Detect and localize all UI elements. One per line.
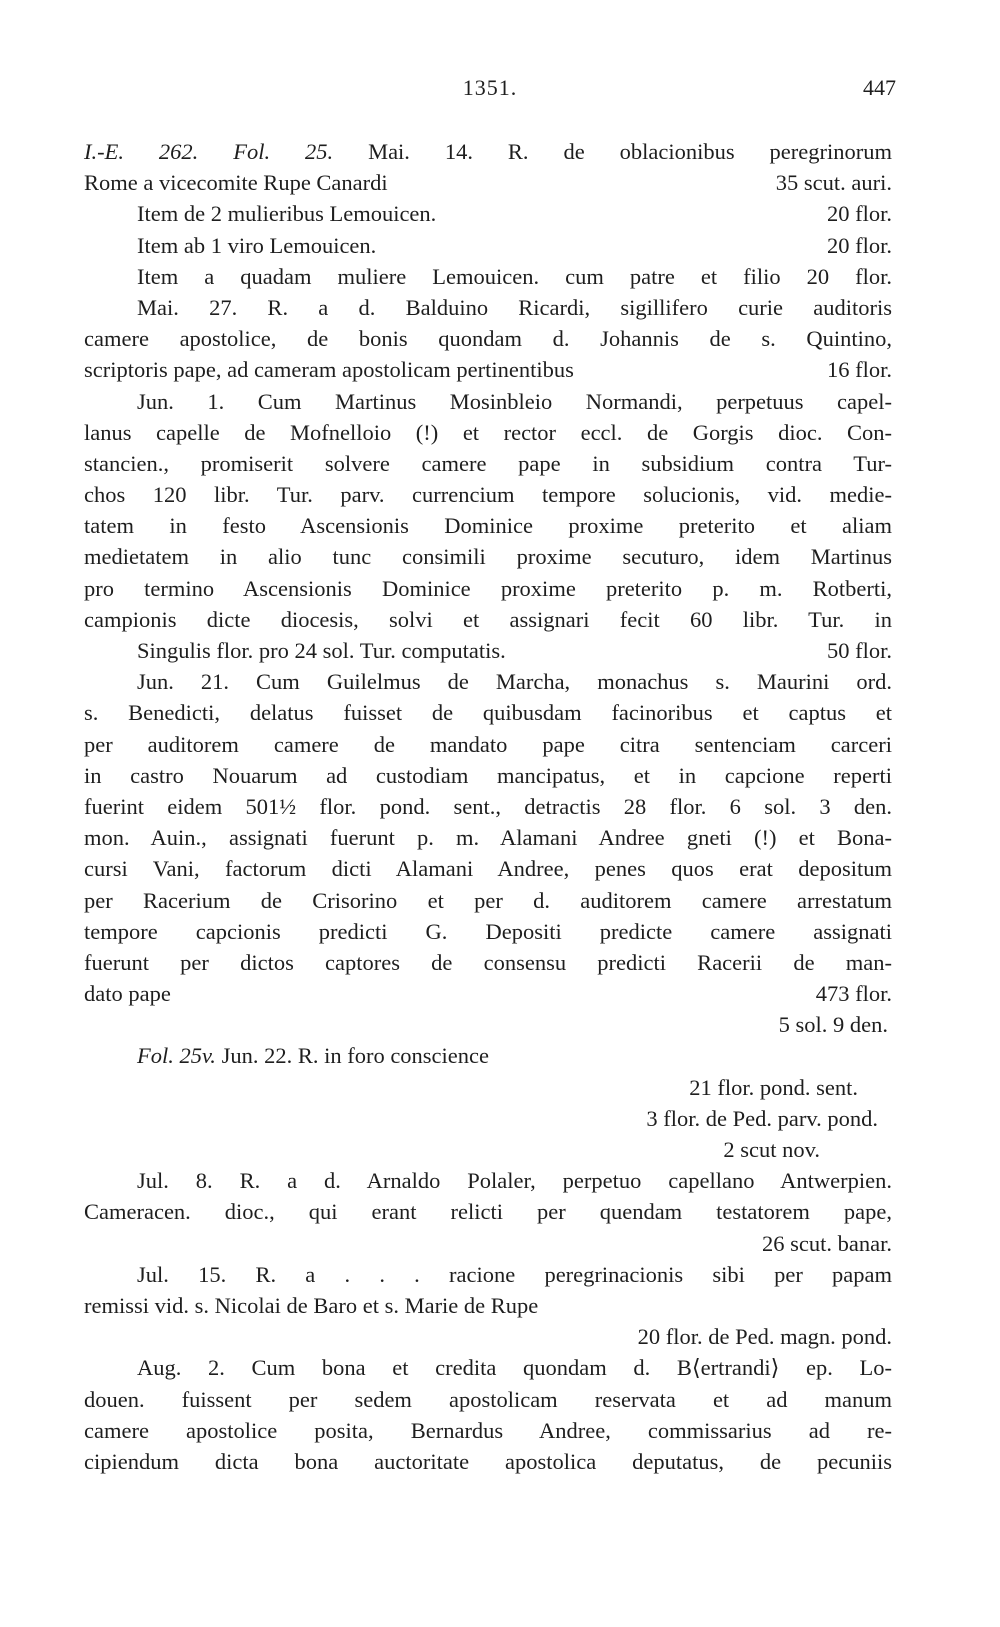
text-line: camere apostolice posita, Bernardus Andree, commissarius ad re- [84, 1417, 892, 1443]
line-amount: 20 flor. [827, 201, 892, 227]
text-line: s. Benedicti, delatus fuisset de quibusdam facinoribus et captus et [84, 700, 892, 726]
line-amount: 21 flor. pond. sent. [689, 1074, 858, 1100]
text-line: remissi vid. s. Nicolai de Baro et s. Marie de Rupe [84, 1292, 539, 1318]
text-line: chos 120 libr. Tur. parv. currencium tempore solucionis, vid. medie- [84, 482, 892, 508]
text-line: Jun. 1. Cum Martinus Mosinbleio Normandi, perpetuus capel- [137, 388, 892, 414]
page-header [84, 75, 896, 105]
text-line: Aug. 2. Cum bona et credita quondam d. B⟨ertrandi⟩ ep. Lo- [137, 1355, 892, 1381]
text-line: stancien., promiserit solvere camere pape in subsidium contra Tur- [84, 450, 892, 476]
text-line [84, 230, 892, 261]
text-line: per auditorem camere de mandato pape citra sentenciam carceri [84, 731, 892, 757]
text-line: Mai. 27. R. a d. Balduino Ricardi, sigillifero curie auditoris [137, 294, 892, 320]
line-text: Singulis flor. pro 24 sol. Tur. computatis. [137, 638, 506, 663]
text-line: per Racerium de Crisorino et per d. auditorem camere arrestatum [84, 887, 892, 913]
text-line: tempore capcionis predicti G. Depositi predicte camere assignati [84, 918, 892, 944]
text-line: mon. Auin., assignati fuerunt p. m. Alamani Andree gneti (!) et Bona- [84, 825, 892, 851]
text-line [84, 198, 892, 229]
text-line: Item a quadam muliere Lemouicen. cum patre et filio 20 flor. [137, 263, 892, 289]
text-line: camere apostolice, de bonis quondam d. Johannis de s. Quintino, [84, 326, 892, 352]
line-amount: 2 scut nov. [723, 1137, 820, 1162]
line-text: scriptoris pape, ad cameram apostolicam pertinentibus [84, 357, 574, 383]
line-text: Item ab 1 viro Lemouicen. [137, 232, 377, 258]
text-line: Jul. 8. R. a d. Arnaldo Polaler, perpetuo capellano Antwerpien. [137, 1168, 892, 1194]
line-amount: 20 flor. [827, 232, 892, 258]
text-line: Jun. 21. Cum Guilelmus de Marcha, monachus s. Maurini ord. [137, 669, 892, 695]
line-amount: 35 scut. auri. [775, 170, 892, 196]
text-line: I.-E. 262. Fol. 25. Mai. 14. R. de oblacionibus peregrinorum [84, 139, 892, 164]
text-line [84, 167, 892, 198]
line-amount: 473 flor. [815, 981, 892, 1007]
text-line [84, 1072, 892, 1103]
text-line: campionis dicte diocesis, solvi et assignari fecit 60 libr. Tur. in [84, 606, 892, 632]
text-line [84, 978, 892, 1009]
text-line: fuerint eidem 501½ flor. pond. sent., detractis 28 flor. 6 sol. 3 den. [84, 793, 892, 819]
line-amount: 3 flor. de Ped. parv. pond. [646, 1105, 878, 1131]
line-text: Rome a vicecomite Rupe Canardi [84, 170, 388, 196]
text-line: douen. fuissent per sedem apostolicam reservata et ad manum [84, 1386, 892, 1412]
text-line [84, 635, 892, 666]
text-line: Jul. 15. R. a . . . racione peregrinacionis sibi per papam [137, 1261, 892, 1287]
line-text: dato pape [84, 981, 171, 1007]
text-line: 20 flor. de Ped. magn. pond. [637, 1324, 892, 1350]
page-year: 1351. [462, 75, 518, 100]
line-amount: 5 sol. 9 den. [778, 1012, 888, 1038]
text-line: Fol. 25v. Jun. 22. R. in foro conscience [137, 1043, 490, 1069]
text-line: cipiendum dicta bona auctoritate apostolica deputatus, de pecuniis [84, 1448, 892, 1474]
line-amount: 50 flor. [827, 638, 892, 663]
text-line: 26 scut. banar. [762, 1230, 892, 1256]
text-line: tatem in festo Ascensionis Dominice proxime preterito et aliam [84, 513, 892, 539]
text-line [84, 1134, 892, 1165]
text-line: Cameracen. dioc., qui erant relicti per quendam testatorem pape, [84, 1199, 892, 1225]
text-line [84, 1009, 892, 1040]
text-line: in castro Nouarum ad custodiam mancipatus, et in capcione reperti [84, 762, 892, 788]
text-line: fuerunt per dictos captores de consensu predicti Racerii de man- [84, 949, 892, 975]
text-line: medietatem in alio tunc consimili proxime secuturo, idem Martinus [84, 544, 892, 570]
document-body [84, 136, 892, 1477]
text-line [84, 1103, 892, 1134]
text-line [84, 354, 892, 385]
line-amount: 16 flor. [827, 357, 892, 383]
line-text: Item de 2 mulieribus Lemouicen. [137, 201, 437, 227]
text-line: cursi Vani, factorum dicti Alamani Andree, penes quos erat depositum [84, 856, 892, 882]
text-line: lanus capelle de Mofnelloio (!) et rector eccl. de Gorgis dioc. Con- [84, 419, 892, 445]
text-line: pro termino Ascensionis Dominice proxime preterito p. m. Rotberti, [84, 575, 892, 601]
page-number: 447 [863, 75, 896, 100]
